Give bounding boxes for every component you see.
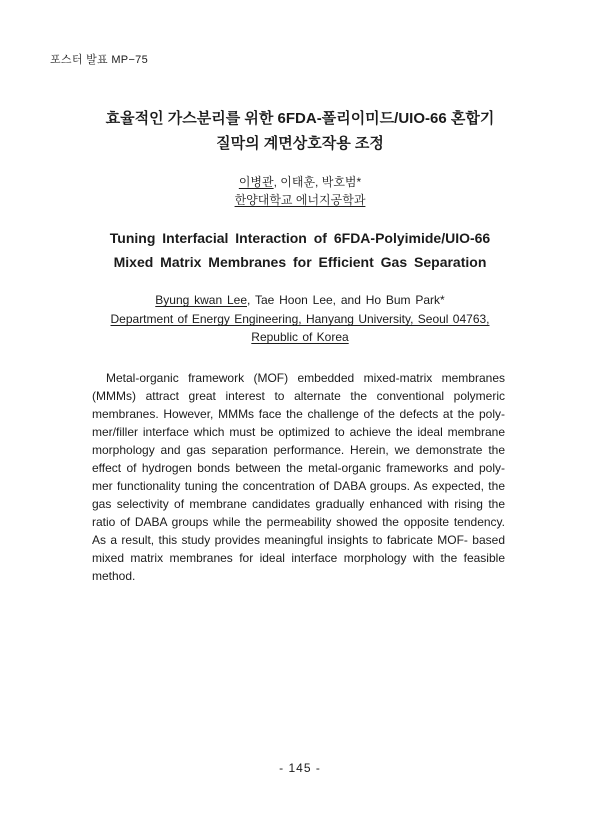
english-title [0, 226, 600, 274]
presenter-name-en: Byung kwan Lee [155, 293, 247, 307]
abstract-body [92, 369, 505, 585]
abstract-line: mer functionality tuning the concentration of DABA groups. As expected, the [92, 479, 505, 493]
abstract-line: effect of hydrogen bonds between the metal-organic frameworks and poly- [92, 461, 505, 475]
korean-authors [0, 173, 600, 191]
coauthors-en: , Tae Hoon Lee, and Ho Bum Park* [247, 293, 445, 307]
abstract-line: membranes. However, MMMs face the challenge of the defects at the poly- [92, 407, 505, 421]
abstract-line: (MMMs) attract great interest to alternate the conventional polymeric [92, 389, 505, 403]
abstract-line: As a result, this study provides meaningful insights to fabricate MOF- based [92, 533, 505, 547]
english-title-line: Mixed Matrix Membranes for Efficient Gas Separation [113, 254, 487, 270]
abstract-line: method. [92, 569, 136, 583]
affiliation-line: Department of Energy Engineering, Hanyang University, Seoul 04763, [110, 312, 490, 326]
english-affiliation [0, 310, 600, 346]
korean-title-line: 효율적인 가스분리를 위한 6FDA-폴리이미드/UIO-66 혼합기 [105, 110, 495, 127]
page-number: - 145 - [279, 761, 321, 775]
abstract-line: Metal-organic framework (MOF) embedded mixed-matrix membranes [106, 371, 505, 385]
presenter-name-ko: 이병관 [238, 175, 274, 189]
korean-title [0, 106, 600, 156]
english-title-line: Tuning Interfacial Interaction of 6FDA-Polyimide/UIO-66 [109, 230, 491, 246]
korean-affiliation-text: 한양대학교 에너지공학과 [234, 193, 366, 207]
english-authors [0, 291, 600, 310]
affiliation-line: Republic of Korea [251, 330, 349, 344]
abstract-line: morphology and gas separation performance. Herein, we demonstrate the [92, 443, 505, 457]
coauthors-ko: , 이태훈, 박호범* [273, 175, 362, 189]
abstract-line: ratio of DABA groups while the permeability showed the opposite tendency. [92, 515, 505, 529]
session-label: 포스터 발표 MP−75 [50, 54, 149, 66]
abstract-line: mixed matrix membranes for ideal interface morphology with the feasible [92, 551, 505, 565]
korean-title-line: 질막의 계면상호작용 조정 [216, 135, 384, 152]
korean-affiliation [0, 191, 600, 209]
abstract-line: gas selectivity of membrane candidates gradually enhanced with rising the [92, 497, 505, 511]
abstract-line: mer/filler interface which must be optimized to achieve the ideal membrane [92, 425, 505, 439]
